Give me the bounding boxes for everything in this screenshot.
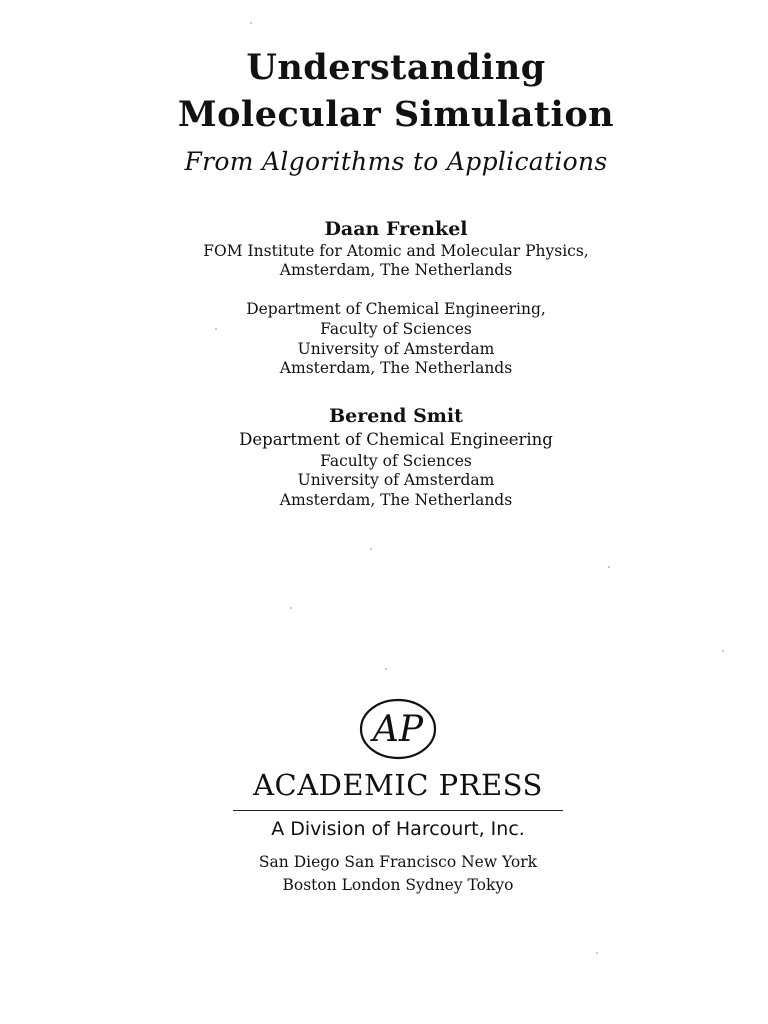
affiliation-line: Faculty of Sciences <box>320 320 472 338</box>
affiliation-line: FOM Institute for Atomic and Molecular Physics, <box>203 242 589 260</box>
publisher-cities-line-2: Boston London Sydney Tokyo <box>282 876 514 894</box>
affiliation-line: Department of Chemical Engineering <box>239 430 553 449</box>
book-title-line-2: Molecular Simulation <box>177 94 615 135</box>
publisher-division: A Division of Harcourt, Inc. <box>271 818 525 840</box>
publisher-logo <box>357 697 439 761</box>
affiliation-line: University of Amsterdam <box>297 340 495 358</box>
affiliation-line: Department of Chemical Engineering, <box>246 300 546 318</box>
scan-speck <box>608 566 610 568</box>
affiliation-line: University of Amsterdam <box>297 471 495 489</box>
publisher-divider <box>233 810 563 811</box>
scan-speck <box>722 650 724 652</box>
publisher-cities-line-1: San Diego San Francisco New York <box>258 853 538 871</box>
scan-speck <box>290 607 292 609</box>
logo-letters: AP <box>372 709 424 750</box>
book-title-line-1: Understanding <box>246 47 546 88</box>
scan-speck <box>250 22 252 24</box>
affiliation-line: Amsterdam, The Netherlands <box>279 491 513 509</box>
publisher-name: ACADEMIC PRESS <box>253 768 543 802</box>
author-name-smit: Berend Smit <box>329 405 463 427</box>
scan-speck <box>370 548 372 550</box>
affiliation-line: Faculty of Sciences <box>320 452 472 470</box>
affiliation-line: Amsterdam, The Netherlands <box>279 261 513 279</box>
book-subtitle: From Algorithms to Applications <box>184 147 608 176</box>
scan-speck <box>215 328 217 330</box>
scan-speck <box>385 668 387 670</box>
ap-logo-icon <box>357 697 439 761</box>
scan-speck <box>596 952 598 954</box>
affiliation-line: Amsterdam, The Netherlands <box>279 359 513 377</box>
author-name-frenkel: Daan Frenkel <box>324 218 468 240</box>
